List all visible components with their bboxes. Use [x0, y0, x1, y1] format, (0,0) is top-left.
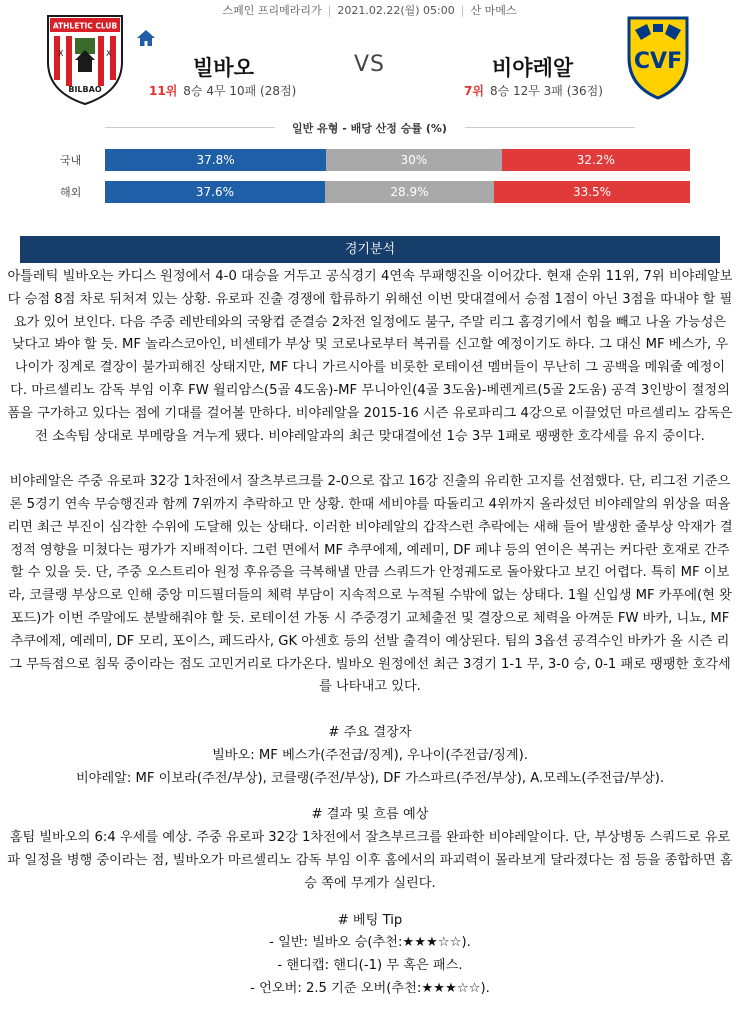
odds-away-segment — [502, 149, 690, 171]
odds-away-value: 32.2% — [576, 153, 615, 167]
away-rank: 7위 — [464, 84, 484, 98]
home-analysis-paragraph: 아틀레틱 빌바오는 카디스 원정에서 4-0 대승을 거두고 공식경기 4연속 무패행진을 이어갔다. 현재 순위 11위, 7위 비야레알보다 승점 8점 차로 뒤처져 있는 상황. 유로파 진출 경쟁에 합류하기 위해선 이번 맞대결에서 승점 1점이 아닌 3점을 따내야 할 필요가 있어 보인다. 다음 주중 레반테와의 국왕컵 준결승 2차전 일정에도 불구, 주말 리그 홈경기에서 힘을 빼고 나올 가능성은 낮다고 봐야 할 듯. MF 놀라스코아인, 비센테가 부상 및 코로나로부터 복귀를 신고할 예정이기도 하다. 그 대신 MF 베스가, 우나이가 징계로 결장이 불가피해진 상태지만, MF 다니 가르시아를 비롯한 로테이션 멤버들이 무난히 그 공백을 메워줄 예정이다. 마르셀리노 감독 부임 이후 FW 윌리암스(5골 4도움)-MF 무니아인(4골 3도움)-베렌게르(5골 2도움) 공격 3인방이 절정의 폼을 구가하고 있다는 점에 기대를 걸어볼 만하다. 비야레알을 2015-16 시즌 유로파리그 4강으로 이끌었던 마르셀리노 감독은 전 소속팀 상대로 부메랑을 겨누게 됐다. 비야레알과의 최근 맞대결에선 1승 3무 1패로 팽팽한 호각세를 유지 중이다. — [7, 269, 733, 444]
analysis-article — [7, 266, 733, 1001]
analysis-section-header: 경기분석 — [20, 236, 720, 263]
league-name: 스페인 프리메라리가 — [222, 4, 322, 17]
odds-home-segment — [105, 149, 326, 171]
home-icon[interactable] — [136, 28, 156, 48]
odds-row-domestic — [50, 149, 690, 171]
away-team-crest — [615, 14, 701, 100]
svg-text:X: X — [106, 49, 112, 58]
odds-draw-segment — [326, 149, 502, 171]
away-analysis-paragraph: 비야레알은 주중 유로파 32강 1차전에서 잘츠부르크를 2-0으로 잡고 16강 진출의 유리한 고지를 선점했다. 단, 리그전 기준으론 5경기 연속 무승행진과 함께 7위까지 추락하고 만 상황. 한때 세비야를 따돌리고 4위까지 올라섰던 비야레알의 위상을 떠올리면 최근 부진이 심각한 수위에 도달해 있는 상태다. 이러한 비야레알의 갑작스런 추락에는 새해 들어 발생한 줄부상 악재가 결정적 영향을 미쳤다는 평가가 지배적이다. 그런 면에서 MF 추쿠에제, 예레미, DF 페냐 등의 연이은 복귀는 커다란 호재로 간주할 수 있을 듯. 단, 주중 오스트리아 원정 후유증을 극복해낼 만큼 스쿼드가 안정궤도로 돌아왔다고 보긴 어렵다. 특히 MF 이보라, 코클랭 부상으로 인해 중앙 미드필더들의 체력 부담이 지속적으로 누적될 수밖에 없는 상태다. 1월 신입생 MF 카푸에(현 왓포드)가 이번 주말에도 분발해줘야 할 듯. 로테이션 가동 시 주중경기 교체출전 및 결장으로 체력을 아껴둔 FW 바카, 니뇨, MF 추쿠에제, 예레미, DF 모리, 포이스, 페드라사, GK 아센호 등의 선발 출격이 예상된다. 팀의 3옵션 공격수인 바카가 올 시즌 리그 무득점으로 침묵 중이라는 점도 고민거리로 다가온다. 빌바오 원정에선 최근 3경기 1-1 무, 3-0 승, 0-1 패로 팽팽한 호각세를 나타내고 있다. — [7, 474, 733, 695]
odds-draw-value: 30% — [400, 153, 428, 167]
odds-away-segment — [494, 181, 690, 203]
home-crest-top-text: ATHLETIC CLUB — [52, 21, 118, 31]
prediction-text: 홈팀 빌바오의 6:4 우세를 예상. 주중 유로파 32강 1차전에서 잘츠부르크를 완파한 비야레알이다. 단, 부상병동 스쿼드로 유로파 일정을 병행 중이라는 점, 빌바오가 마르셀리노 감독 부임 이후 홈에서의 파괴력이 몰라보게 달라졌다는 점 등을 종합하면 홈 승 쪽에 무게가 실린다. — [7, 830, 733, 891]
away-crest-text: CVF — [633, 49, 683, 74]
odds-draw-segment — [325, 181, 494, 203]
odds-row-label: 국내 — [60, 154, 82, 167]
svg-text:X: X — [58, 49, 64, 58]
title-rule-right — [465, 127, 635, 128]
home-record — [149, 82, 296, 99]
home-rank: 11위 — [149, 84, 178, 98]
odds-away-value: 33.5% — [572, 185, 612, 199]
odds-bar — [105, 149, 690, 171]
home-crest-bottom-text: BILBAO — [68, 85, 102, 94]
vs-label: VS — [353, 52, 385, 77]
prediction-title: # 결과 및 흐름 예상 — [311, 807, 429, 823]
odds-bar — [105, 181, 690, 203]
absent-away: 비야레알: MF 이보라(주전/부상), 코클랭(주전/부상), DF 가스파르(주전/부상), A.모레노(주전급/부상). — [75, 770, 665, 786]
away-record — [464, 82, 603, 99]
odds-title: 일반 유형 - 배당 산정 승률 (%) — [292, 122, 447, 135]
tips-title: # 베팅 Tip — [337, 912, 403, 928]
match-info-line: 스페인 프리메라리가 | 2021.02.22(월) 05:00 | 산 마메스 — [222, 4, 517, 17]
tip-item: - 핸디캡: 핸디(-1) 무 혹은 패스. — [277, 958, 463, 974]
match-datetime: 2021.02.22(월) 05:00 — [337, 4, 455, 17]
odds-draw-value: 28.9% — [390, 185, 429, 199]
odds-home-value: 37.6% — [195, 185, 235, 199]
odds-home-value: 37.8% — [196, 153, 235, 167]
odds-row-overseas — [50, 181, 690, 203]
venue: 산 마메스 — [470, 4, 517, 17]
home-team-name[interactable]: 빌바오 — [193, 56, 254, 80]
home-record-text: 8승 4무 10패 (28점) — [183, 84, 297, 98]
absent-home: 빌바오: MF 베스가(주전급/징계), 우나이(주전급/징계). — [212, 747, 528, 763]
odds-row-label: 해외 — [60, 186, 82, 199]
away-team-name[interactable]: 비야레알 — [492, 56, 574, 80]
absent-title: # 주요 결장자 — [328, 724, 412, 740]
tip-item: - 언오버: 2.5 기준 오버(추천:★★★☆☆). — [250, 980, 490, 996]
odds-home-segment — [105, 181, 325, 203]
tip-item: - 일반: 빌바오 승(추천:★★★☆☆). — [269, 935, 471, 951]
away-record-text: 8승 12무 3패 (36점) — [489, 84, 603, 98]
